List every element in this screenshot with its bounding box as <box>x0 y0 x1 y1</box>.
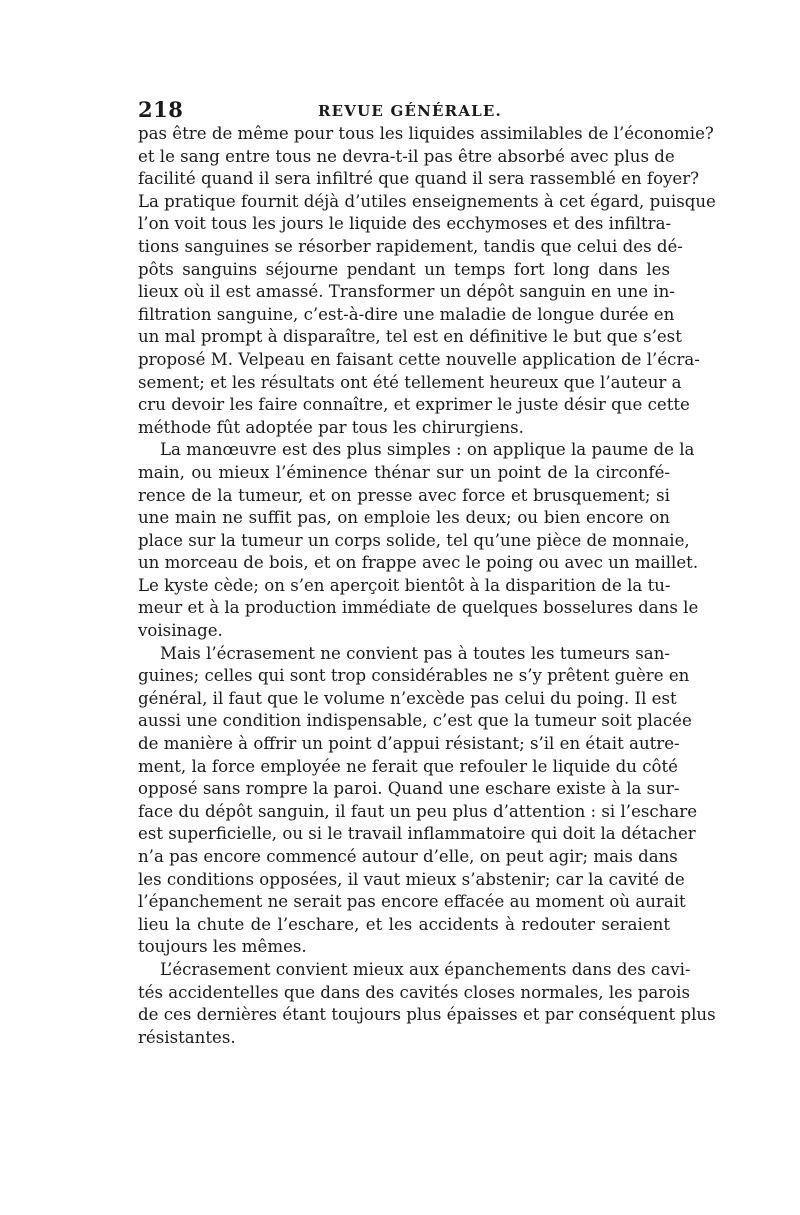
text-line: une main ne suffit pas, on emploie les deux; ou bien encore on <box>138 508 670 528</box>
text-line: opposé sans rompre la paroi. Quand une eschare existe à la sur- <box>138 779 680 799</box>
running-head <box>138 97 670 123</box>
text-line: La pratique fournit déjà d’utiles enseignements à cet égard, puisque <box>138 191 716 211</box>
text-line: guines; celles qui sont trop considérables ne s’y prêtent guère en <box>138 666 690 686</box>
text-line: tions sanguines se résorber rapidement, tandis que celui des dé- <box>138 236 683 256</box>
text-line: résistantes. <box>138 1027 236 1047</box>
text-line: de manière à offrir un point d’appui résistant; s’il en était autre- <box>138 734 680 754</box>
text-line: facilité quand il sera infiltré que quand il sera rassemblé en foyer? <box>138 169 700 189</box>
text-line: lieux où il est amassé. Transformer un dépôt sanguin en une in- <box>138 282 675 302</box>
text-line: ment, la force employée ne ferait que refouler le liquide du côté <box>138 756 678 776</box>
text-line: et le sang entre tous ne devra-t-il pas être absorbé avec plus de <box>138 146 675 166</box>
text-line: est superficielle, ou si le travail inflammatoire qui doit la détacher <box>138 824 696 844</box>
page-number: 218 <box>138 97 184 122</box>
text-line: meur et à la production immédiate de quelques bosselures dans le <box>138 598 699 618</box>
text-line: voisinage. <box>138 621 223 641</box>
text-line: toujours les mêmes. <box>138 937 307 957</box>
text-line: Mais l’écrasement ne convient pas à toutes les tumeurs san- <box>160 643 670 663</box>
text-line: l’épanchement ne serait pas encore effacée au moment où aurait <box>138 892 686 912</box>
text-line: de ces dernières étant toujours plus épaisses et par conséquent plus <box>138 1005 716 1025</box>
paragraph <box>138 959 716 1049</box>
paragraph <box>138 643 698 959</box>
text-line: méthode fût adoptée par tous les chirurgiens. <box>138 417 524 437</box>
text-line: La manœuvre est des plus simples : on applique la paume de la <box>160 440 695 460</box>
text-line: les conditions opposées, il vaut mieux s’abstenir; car la cavité de <box>138 869 685 889</box>
text-line: tés accidentelles que dans des cavités closes normales, les parois <box>138 982 691 1002</box>
text-line: n’a pas encore commencé autour d’elle, on peut agir; mais dans <box>138 847 678 866</box>
text-line: filtration sanguine, c’est-à-dire une maladie de longue durée en <box>138 304 675 324</box>
text-line: proposé M. Velpeau en faisant cette nouvelle application de l’écra- <box>138 349 700 369</box>
text-line: l’on voit tous les jours le liquide des ecchymoses et des infiltra- <box>138 214 672 234</box>
text-line: lieu la chute de l’eschare, et les accidents à redouter seraient <box>138 914 670 934</box>
text-line: rence de la tumeur, et on presse avec force et brusquement; si <box>138 485 670 505</box>
paragraph <box>138 439 699 642</box>
text-line: Le kyste cède; on s’en aperçoit bientôt à la disparition de la tu- <box>138 575 671 595</box>
text-line: cru devoir les faire connaître, et exprimer le juste désir que cette <box>138 395 690 415</box>
text-line: un morceau de bois, et on frappe avec le poing ou avec un maillet. <box>138 553 699 573</box>
text-line: aussi une condition indispensable, c’est que la tumeur soit placée <box>138 711 692 731</box>
text-line: place sur la tumeur un corps solide, tel qu’une pièce de monnaie, <box>138 530 690 550</box>
body-text <box>138 123 716 1049</box>
text-line: main, ou mieux l’éminence thénar sur un point de la circonfé- <box>138 462 670 482</box>
journal-title: REVUE GÉNÉRALE. <box>318 102 502 120</box>
paragraph <box>138 123 716 439</box>
text-line: pas être de même pour tous les liquides assimilables de l’économie? <box>138 124 714 143</box>
text-line: pôts sanguins séjourne pendant un temps fort long dans les <box>138 259 670 279</box>
book-page <box>138 97 716 1049</box>
text-line: un mal prompt à disparaître, tel est en définitive le but que s’est <box>138 327 682 347</box>
text-line: face du dépôt sanguin, il faut un peu plus d’attention : si l’eschare <box>138 801 698 821</box>
text-line: sement; et les résultats ont été tellement heureux que l’auteur a <box>138 372 682 392</box>
text-line: L’écrasement convient mieux aux épanchements dans des cavi- <box>160 959 691 979</box>
text-line: général, il faut que le volume n’excède pas celui du poing. Il est <box>138 688 677 708</box>
